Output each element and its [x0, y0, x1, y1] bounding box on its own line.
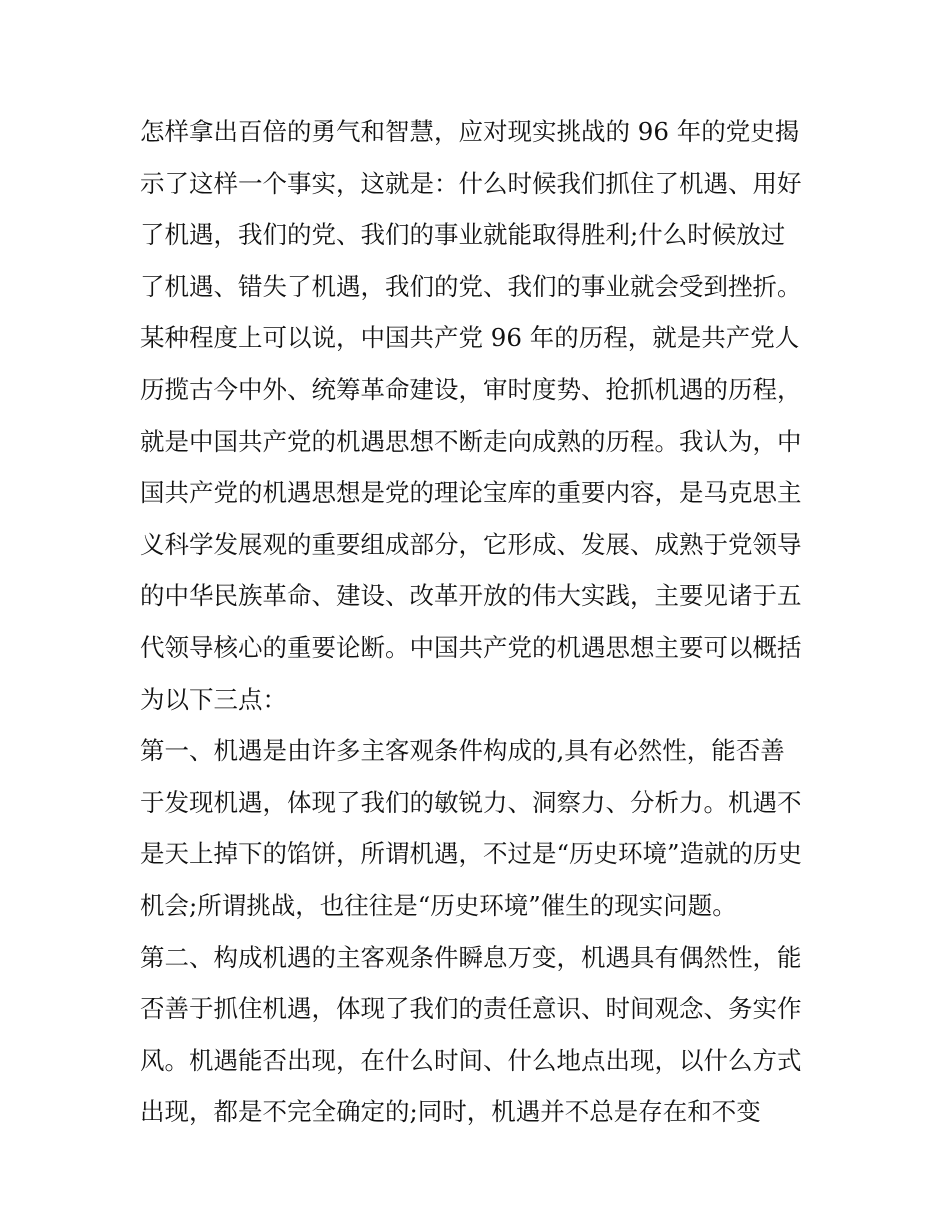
text-line: 历揽古今中外、统筹革命建设，审时度势、抢抓机遇的历程，	[140, 374, 802, 404]
text-line: 示了这样一个事实，这就是：什么时候我们抓住了机遇、用好	[140, 168, 802, 198]
body-text	[140, 106, 820, 1138]
text-line: 国共产党的机遇思想是党的理论宝库的重要内容，是马克思主	[140, 478, 802, 508]
text-line: 义科学发展观的重要组成部分，它形成、发展、成熟于党领导	[140, 529, 802, 559]
text-line: 就是中国共产党的机遇思想不断走向成熟的历程。我认为，中	[140, 426, 802, 456]
text-line: 了机遇，我们的党、我们的事业就能取得胜利;什么时候放过	[140, 220, 786, 250]
text-line: 的中华民族革命、建设、改革开放的伟大实践，主要见诸于五	[140, 581, 802, 611]
text-line: 第一、机遇是由许多主客观条件构成的,具有必然性，能否善	[140, 736, 785, 766]
text-line: 是天上掉下的馅饼，所谓机遇，不过是“历史环境”造就的历史	[140, 839, 803, 869]
text-line: 于发现机遇，体现了我们的敏锐力、洞察力、分析力。机遇不	[140, 787, 802, 817]
text-line: 否善于抓住机遇，体现了我们的责任意识、时间观念、务实作	[140, 994, 802, 1024]
text-line: 风。机遇能否出现，在什么时间、什么地点出现，以什么方式	[140, 1045, 802, 1075]
text-line: 代领导核心的重要论断。中国共产党的机遇思想主要可以概括	[140, 632, 802, 662]
text-line: 为以下三点：	[140, 684, 287, 714]
text-line: 出现，都是不完全确定的;同时，机遇并不总是存在和不变	[140, 1097, 761, 1127]
text-line: 第二、构成机遇的主客观条件瞬息万变，机遇具有偶然性，能	[140, 942, 802, 972]
text-line: 怎样拿出百倍的勇气和智慧，应对现实挑战的 96 年的党史揭	[140, 117, 800, 146]
text-line: 某种程度上可以说，中国共产党 96 年的历程，就是共产党人	[140, 323, 800, 353]
text-line: 了机遇、错失了机遇，我们的党、我们的事业就会受到挫折。	[140, 271, 802, 301]
text-line: 机会;所谓挑战，也往往是“历史环境”催生的现实问题。	[140, 890, 737, 920]
